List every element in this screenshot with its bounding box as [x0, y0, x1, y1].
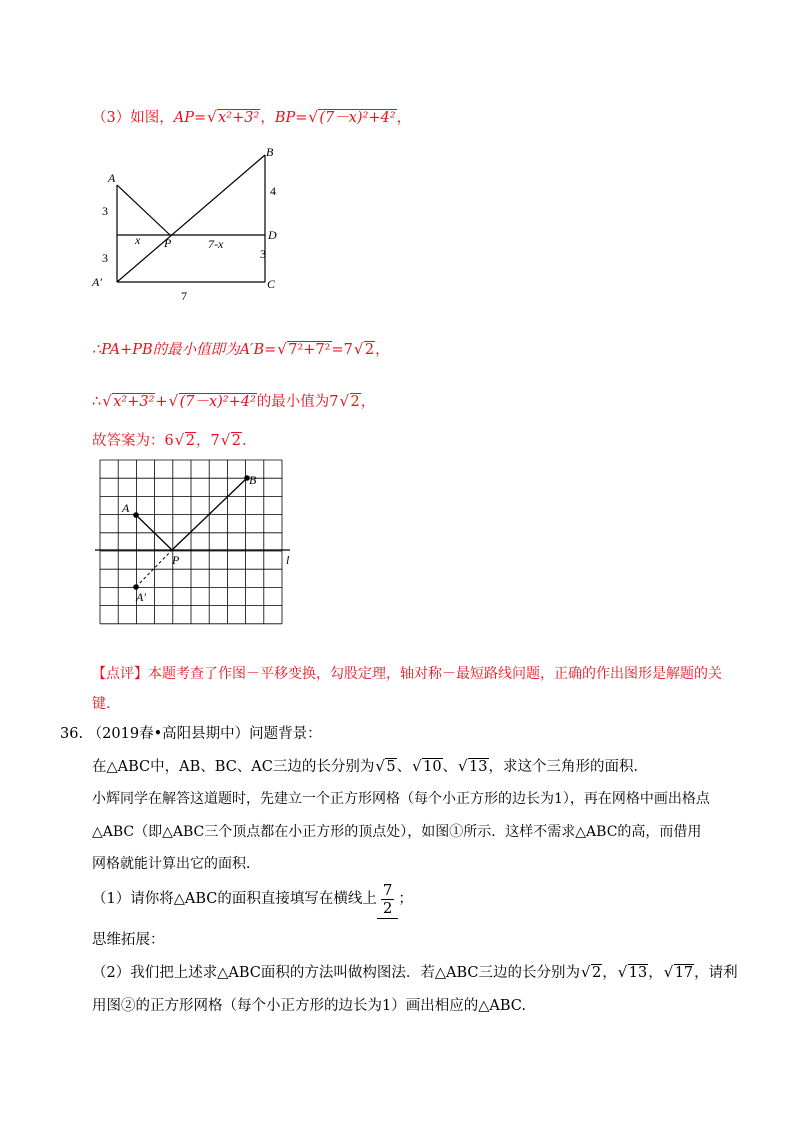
conclusion2-tail: ，	[360, 394, 376, 410]
ext-title: 思维拓展：	[92, 932, 165, 948]
bg-tail: ，求这个三角形的面积．	[488, 759, 648, 775]
tail: ，	[396, 110, 412, 126]
bg-sep1: 、	[396, 759, 412, 775]
q36-part1	[92, 880, 413, 919]
label-A-prime: A′	[92, 275, 102, 289]
answer-blank[interactable]	[377, 880, 399, 919]
bp-radical: √ (7－x)²+4²	[309, 108, 396, 128]
conclusion1-mid: =7	[331, 342, 353, 358]
comment-line-1: 【点评】本题考查了作图－平移变换，勾股定理，轴对称－最短路线问题，正确的作出图形是解题的关	[92, 666, 722, 682]
figure-reflection-diagram	[80, 140, 300, 310]
label-A-prime: A′	[136, 590, 146, 604]
conclusion1-tail: ，	[375, 342, 390, 358]
conclusion2-prefix: ∴	[92, 394, 102, 410]
label-D: D	[268, 228, 277, 242]
bg-radical-1: √ 5	[376, 757, 396, 777]
q36-part2	[92, 963, 738, 983]
label-A: A	[122, 501, 130, 515]
ap-eq: AP=	[173, 110, 207, 126]
bg-sep2: 、	[442, 759, 458, 775]
bp-eq: BP=	[274, 110, 308, 126]
bg-radical-3: √ 13	[459, 757, 488, 777]
conclusion2-radical3: √ 2	[341, 392, 361, 412]
label-B: B	[249, 473, 257, 487]
conclusion1-radical: √ 7²+7²	[278, 340, 331, 360]
part3-intro: （3）如图，	[92, 110, 174, 126]
label-l: l	[286, 553, 290, 567]
answer-radical2: √ 2	[222, 431, 242, 451]
len-3-top: 3	[102, 204, 108, 218]
len-4: 4	[270, 184, 276, 198]
q2-radical-1: √ 2	[582, 963, 602, 983]
answer-line	[92, 431, 247, 451]
label-P: P	[172, 553, 180, 567]
q36-header	[60, 724, 322, 744]
conclusion1-prefix: ∴PA+PB的最小值即为A′B=	[92, 342, 277, 358]
q2-radical-3: √ 17	[665, 963, 694, 983]
len-3-bottom: 3	[102, 251, 108, 265]
conclusion2-radical2: √ (7－x)²+4²	[170, 392, 257, 412]
q2-tail: ，请利	[694, 965, 738, 981]
comment-line-2: 键.	[92, 696, 111, 712]
part3-line	[92, 108, 411, 128]
label-P: P	[164, 236, 172, 250]
answer-fraction: $\frac{7}{2}$	[382, 880, 393, 917]
q1-tail: ；	[398, 891, 413, 907]
q2-sep2: ，	[648, 965, 663, 981]
q2-sep1: ，	[602, 965, 617, 981]
q1-prefix: （1）请你将△ABC的面积直接填写在横线上	[92, 891, 377, 907]
point-A-prime	[133, 584, 139, 590]
q36-source: （2019春•高阳县期中）问题背景：	[87, 726, 322, 742]
q2-prefix: （2）我们把上述求△ABC面积的方法叫做构图法．若△ABC三边的长分别为	[92, 965, 581, 981]
answer-sep: ，7	[195, 433, 220, 449]
q2-radical-2: √ 13	[619, 963, 648, 983]
label-B: B	[266, 145, 274, 159]
conclusion1-radical2: √ 2	[355, 340, 375, 360]
conclusion2-mid: 的最小值为7	[256, 394, 339, 410]
figure-grid-diagram	[90, 455, 305, 625]
bg-radical-2: √ 10	[413, 757, 442, 777]
q36-para-line1: 小辉同学在解答这道题时，先建立一个正方形网格（每个小正方形的边长为1），再在网格中画出格点	[92, 791, 710, 807]
len-x: x	[135, 233, 141, 247]
label-A: A	[108, 171, 116, 185]
conclusion2-radical1: √ x²+3²	[103, 392, 155, 412]
q36-part2-line2: 用图②的正方形网格（每个小正方形的边长为1）画出相应的△ABC.	[92, 998, 526, 1014]
q36-para-line3: 网格就能计算出它的面积．	[92, 856, 260, 872]
q36-number: 36.	[60, 726, 84, 742]
conclusion2-plus: +	[155, 394, 168, 410]
answer-tail: .	[241, 433, 247, 449]
answer-prefix: 故答案为：6	[92, 433, 174, 449]
q36-para-line2: △ABC（即△ABC三个顶点都在小正方形的顶点处），如图①所示．这样不需求△ABC的高，而借用	[92, 824, 702, 840]
len-3-right: 3	[260, 247, 266, 261]
answer-radical1: √ 2	[176, 431, 196, 451]
bg-prefix: 在△ABC中，AB、BC、AC三边的长分别为	[92, 759, 375, 775]
ap-radical: √ x²+3²	[208, 108, 260, 128]
label-C: C	[267, 277, 276, 291]
conclusion-2	[92, 392, 375, 412]
conclusion-1	[92, 340, 390, 360]
point-A	[133, 512, 139, 518]
len-7: 7	[181, 289, 187, 303]
sep: ，	[260, 110, 275, 126]
len-7-minus-x: 7-x	[208, 237, 224, 251]
q36-background	[92, 757, 648, 777]
